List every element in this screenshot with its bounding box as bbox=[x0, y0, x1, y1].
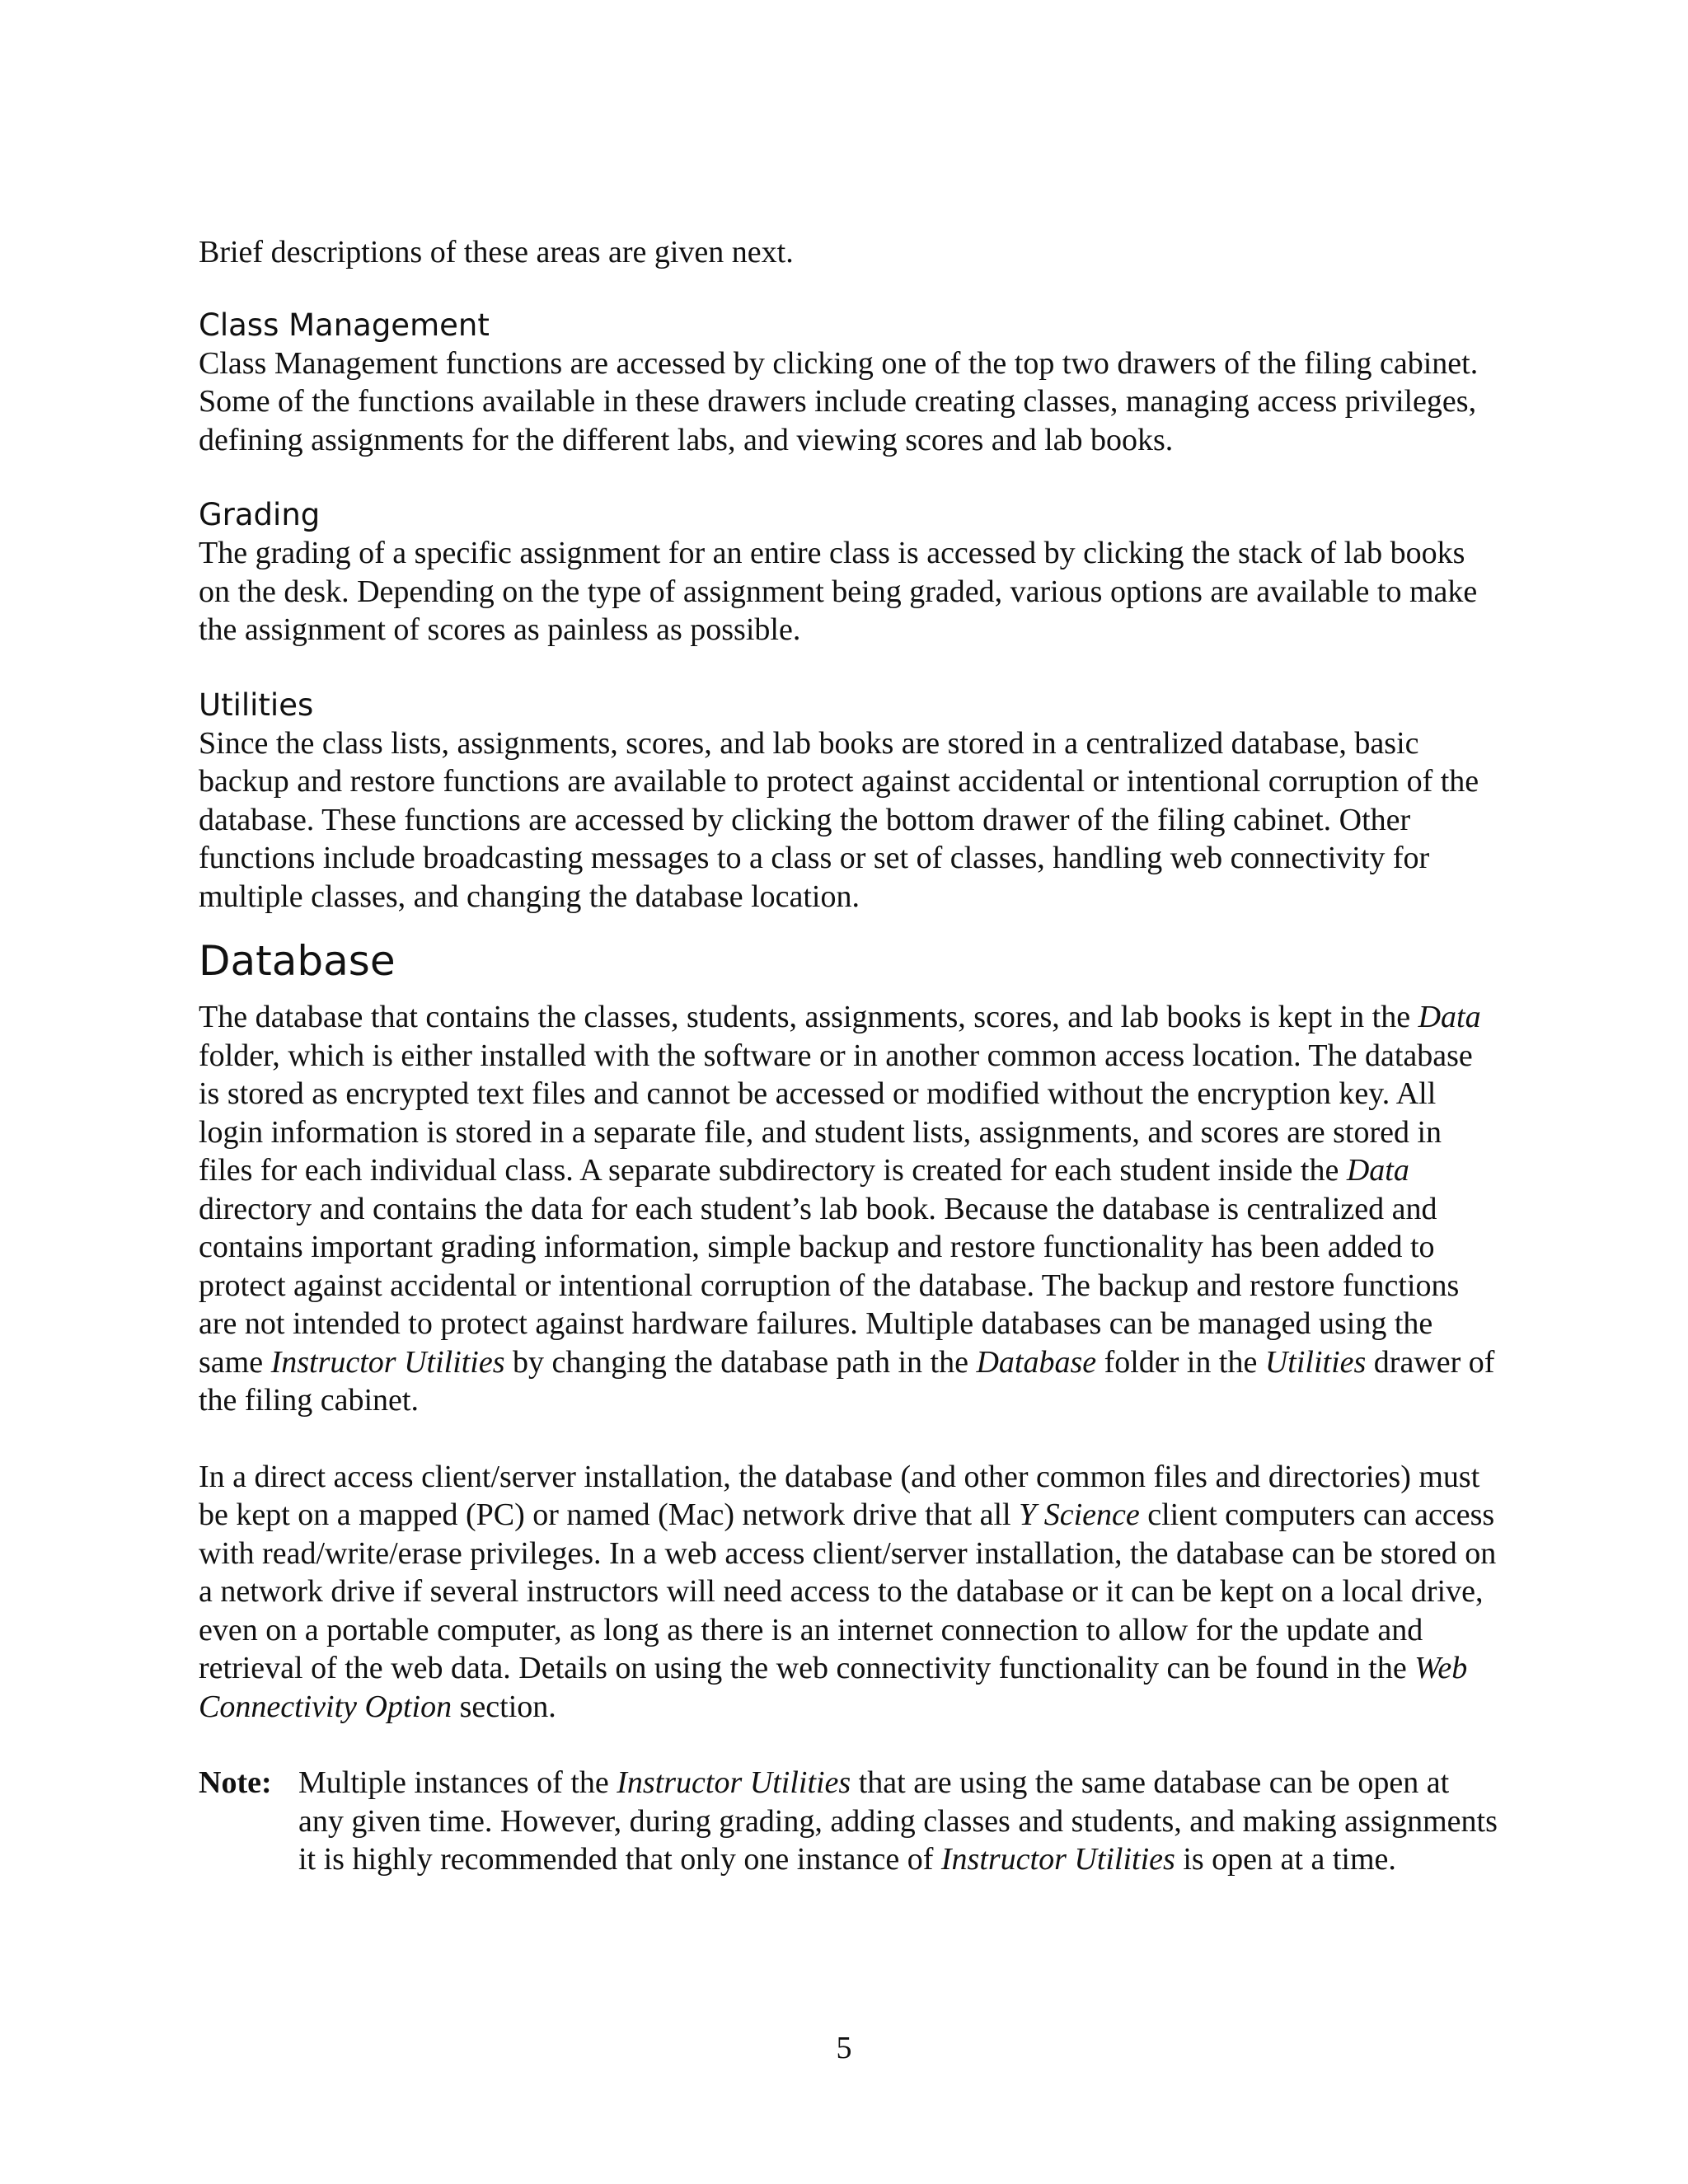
subsection-heading: Grading bbox=[199, 497, 321, 532]
text-run: folder in the bbox=[1096, 1344, 1265, 1380]
subsection-class-management bbox=[199, 307, 1501, 460]
note-label: Note: bbox=[199, 1765, 272, 1800]
subsection-heading: Class Management bbox=[199, 307, 490, 343]
subsection-utilities bbox=[199, 687, 1501, 916]
subsection-paragraph: Since the class lists, assignments, scores, and lab books are stored in a centralized database, basic backup and restore functions are available to protect against accidental or intentional corruption of the database. These functions are accessed by clicking the bottom drawer of the filing cabinet. Other functions include broadcasting messages to a class or set of classes, handling web connectivity for multiple classes, and changing the database location. bbox=[199, 725, 1479, 914]
italic-term: Y Science bbox=[1019, 1497, 1140, 1532]
italic-term: Instructor Utilities bbox=[270, 1344, 505, 1380]
italic-term: Utilities bbox=[1264, 1344, 1367, 1380]
page-number: 5 bbox=[836, 2031, 852, 2065]
text-run: directory and contains the data for each student’s lab book. Because the database is centralized and contains important grading information, simple backup and restore functionality has been added to protect against accidental or intentional corruption of the database. The backup and restore functions are not intended to protect against hardware failures. Multiple databases can be managed using the same bbox=[199, 1191, 1460, 1380]
italic-term: Instructor Utilities bbox=[617, 1765, 851, 1800]
italic-term: Data bbox=[1418, 1000, 1481, 1034]
text-run: client computers can access with read/write/erase privileges. In a web access client/server installation, the database can be stored on a network drive if several instructors will need access to the database or it can be kept on a local drive, even on a portable computer, as long as there is an internet connection to allow for the update and retrieval of the web data. Details on using the web connectivity functionality can be found in the bbox=[199, 1497, 1497, 1685]
subsection-paragraph: Class Management functions are accessed by clicking one of the top two drawers of the filing cabinet. Some of the functions available in these drawers include creating classes, managing access privileges, defining assignments for the different labs, and viewing scores and lab books. bbox=[199, 345, 1479, 457]
text-run: drawer of the filing cabinet. bbox=[199, 1344, 1495, 1418]
text-run: In a direct access client/server installation, the database (and other common files and directories) must be kept on a mapped (PC) or named (Mac) network drive that all bbox=[199, 1459, 1480, 1532]
italic-term: Web Connectivity Option bbox=[199, 1651, 1468, 1724]
text-run: The database that contains the classes, students, assignments, scores, and lab books is kept in the bbox=[199, 1000, 1418, 1034]
text-run: folder, which is either installed with the software or in another common access location. The database is stored as encrypted text files and cannot be accessed or modified without the encryption key. All login information is stored in a separate file, and student lists, assignments, and scores are stored in files for each individual class. A separate subdirectory is created for each student inside the bbox=[199, 1038, 1473, 1188]
text-run: section. bbox=[452, 1689, 556, 1724]
text-run: is open at a time. bbox=[1175, 1842, 1396, 1877]
italic-term: Instructor Utilities bbox=[940, 1842, 1175, 1877]
intro-paragraph: Brief descriptions of these areas are given next. bbox=[199, 235, 794, 269]
text-run: Multiple instances of the bbox=[298, 1765, 617, 1800]
subsection-heading: Utilities bbox=[199, 687, 314, 723]
note-text bbox=[298, 1764, 1501, 1879]
italic-term: Data bbox=[1346, 1153, 1409, 1188]
section-heading-database: Database bbox=[199, 937, 396, 985]
subsection-paragraph: The grading of a specific assignment for an entire class is accessed by clicking the stack of lab books on the desk. Depending on the type of assignment being graded, various options are available to make the assignment of scores as painless as possible. bbox=[199, 536, 1478, 647]
database-paragraph-2 bbox=[199, 1458, 1501, 1727]
text-run: by changing the database path in the bbox=[504, 1344, 977, 1380]
italic-term: Database bbox=[976, 1344, 1097, 1380]
database-paragraph-1 bbox=[199, 998, 1501, 1420]
subsection-grading bbox=[199, 496, 1501, 649]
note-block bbox=[199, 1764, 1501, 1879]
text-run: that are using the same database can be open at any given time. However, during grading, adding classes and students, and making assignments it is highly recommended that only one instance of bbox=[298, 1765, 1498, 1877]
text-column bbox=[199, 233, 1501, 1879]
